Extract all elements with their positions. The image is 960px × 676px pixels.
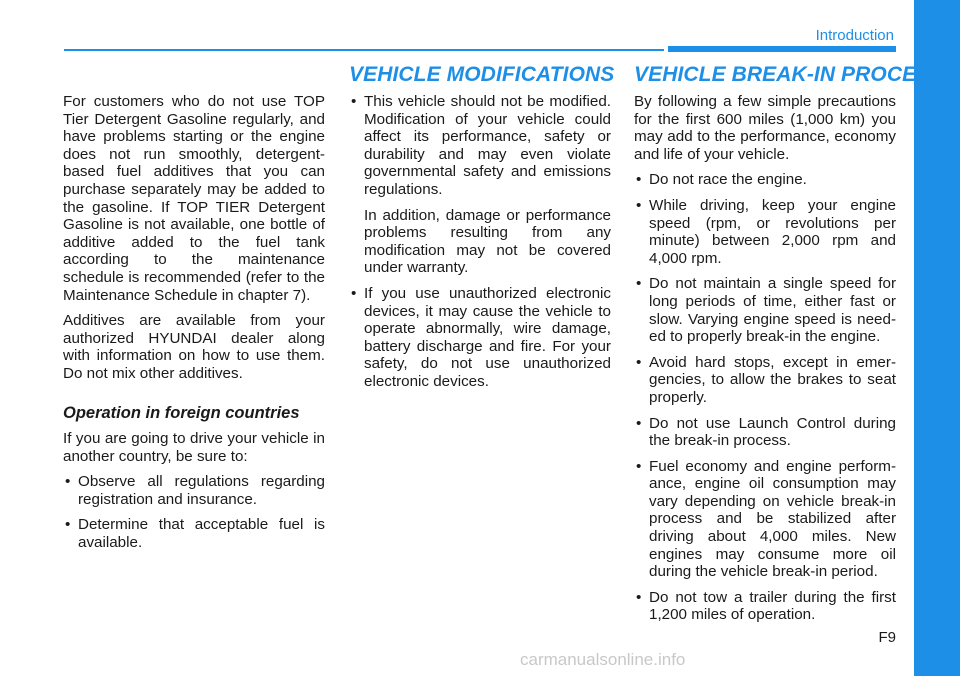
modifications-list: [349, 93, 611, 199]
left-column: [63, 93, 325, 560]
foreign-operation-heading: Operation in foreign countries: [63, 403, 300, 422]
watermark-text: carmanualsonline.info: [520, 650, 686, 669]
foreign-operation-list: [63, 473, 325, 551]
warranty-note: In addition, damage or performance problems resulting from any modification may not be covered under warranty.: [364, 206, 611, 277]
list-item: • If you use unauthorized electronic devices, it may cause the vehicle to operate abnormally, wire damage, battery discharge and fire. For your safety, do not use unauthorized electronic devices.: [349, 285, 611, 391]
list-item: • This vehicle should not be modified. Modification of your vehicle could affect its performance, safety or durability and may even violate governmental safety and emissions regulations.: [349, 93, 611, 199]
list-item: • Do not race the engine.: [634, 171, 896, 189]
list-item: • While driving, keep your engine speed (rpm, or revolutions per minute) between 2,000 rpm and 4,000 rpm.: [634, 197, 896, 267]
additive-paragraph: For customers who do not use TOP Tier Detergent Gasoline regularly, and have problems starting or the engine does not run smoothly, detergent-based fuel additives that you can purchase separately may be added to the gasoline. If TOP TIER Detergent Gasoline is not available, one bottle of additive added to the fuel tank according to the maintenance schedule is recommended (refer to the Maintenance Schedule in chapter 7).: [63, 93, 325, 304]
list-item: • Determine that acceptable fuel is available.: [63, 516, 325, 551]
chapter-side-tab: [914, 0, 960, 676]
header-rule-accent: [668, 46, 896, 52]
modifications-list-2: [349, 285, 611, 391]
foreign-operation-intro: If you are going to drive your vehicle in another country, be sure to:: [63, 430, 325, 465]
break-in-heading: VEHICLE BREAK-IN PROCESS: [634, 63, 945, 86]
list-item: • Avoid hard stops, except in emergencies, to allow the brakes to seat properly.: [634, 354, 896, 407]
additive-availability-paragraph: Additives are available from your authorized HYUNDAI dealer along with information on how to use them. Do not mix other additives.: [63, 312, 325, 382]
list-item: • Do not use Launch Control during the break-in process.: [634, 415, 896, 450]
list-item: • Observe all regulations regarding registration and insurance.: [63, 473, 325, 508]
right-column: [634, 93, 896, 632]
section-title: Introduction: [815, 27, 894, 44]
page-number: F9: [878, 629, 896, 646]
header-rule: [64, 49, 664, 51]
vehicle-modifications-heading: VEHICLE MODIFICATIONS: [349, 63, 615, 86]
break-in-list: [634, 171, 896, 624]
break-in-intro: By following a few simple precautions for the first 600 miles (1,000 km) you may add to the performance, economy and life of your vehicle.: [634, 93, 896, 163]
list-item: • Fuel economy and engine performance, engine oil consumption may vary depending on vehicle break-in process and be stabilized after driving about 4,000 miles. New engines may consume more oil during the vehicle break-in period.: [634, 458, 896, 581]
list-item: • Do not tow a trailer during the first 1,200 miles of operation.: [634, 589, 896, 624]
list-item: • Do not maintain a single speed for long periods of time, either fast or slow. Varying engine speed is needed to properly break-in the engine.: [634, 275, 896, 345]
middle-column: [349, 93, 611, 399]
